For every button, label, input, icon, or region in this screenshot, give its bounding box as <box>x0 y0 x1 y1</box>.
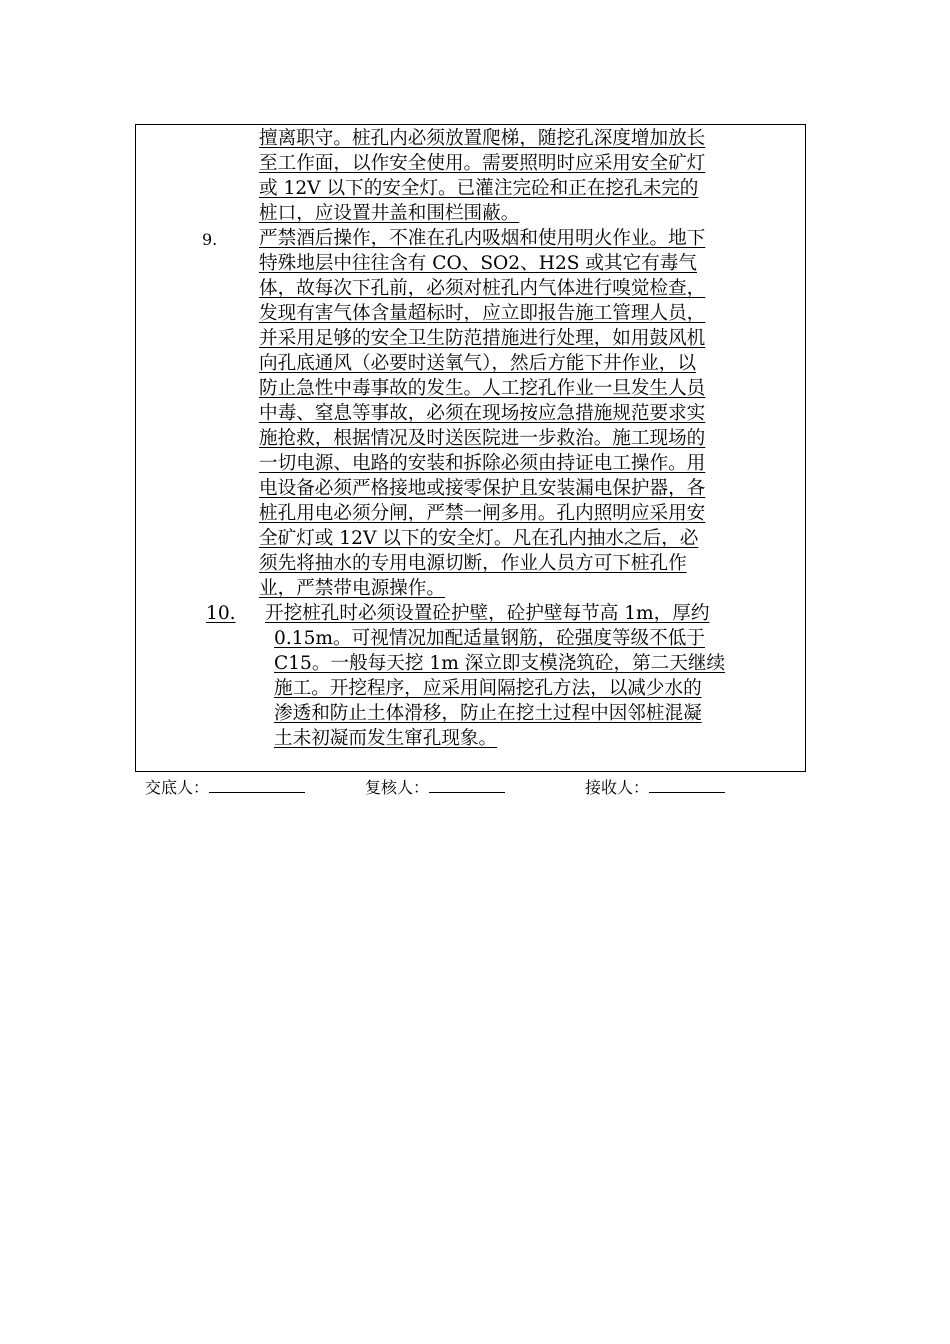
item9-line-10: 一切电源、电路的安装和拆除必须由持证电工操作。用 <box>259 453 706 474</box>
item9-line-11: 电设备必须严格接地或接零保护且安装漏电保护器，各 <box>259 478 706 499</box>
item8-line-1: 擅离职守。桩孔内必须放置爬梯，随挖孔深度增加放长 <box>259 128 706 149</box>
item10-line-1: 开挖桩孔时必须设置砼护壁，砼护壁每节高 1m，厚约 <box>265 603 710 624</box>
item9-line-6: 向孔底通风（必要时送氧气），然后方能下井作业，以 <box>259 353 696 374</box>
item9-line-7: 防止急性中毒事故的发生。人工挖孔作业一旦发生人员 <box>259 378 706 399</box>
reviewer-signature <box>365 776 505 799</box>
reviewer-label: 复核人： <box>365 778 430 797</box>
item10-line-4: 施工。开挖程序，应采用间隔挖孔方法，以减少水的 <box>274 678 702 699</box>
item10-line-2: 0.15m。可视情况加配适量钢筋，砼强度等级不低于 <box>274 628 705 649</box>
item9-line-13: 全矿灯或 12V 以下的安全灯。凡在孔内抽水之后，必 <box>259 528 699 549</box>
handover-signature <box>145 776 305 799</box>
receiver-label: 接收人： <box>585 778 650 797</box>
reviewer-signature-field[interactable] <box>429 776 505 793</box>
item9-line-1: 严禁酒后操作，不准在孔内吸烟和使用明火作业。地下 <box>259 228 706 249</box>
receiver-signature <box>585 776 725 799</box>
item9-number: 9. <box>202 230 218 249</box>
item9-line-4: 发现有害气体含量超标时，应立即报告施工管理人员， <box>259 303 706 324</box>
item9-line-8: 中毒、窒息等事故，必须在现场按应急措施规范要求实 <box>259 403 706 424</box>
item10-number: 10. <box>206 603 236 624</box>
item9-line-2: 特殊地层中往往含有 CO、SO2、H2S 或其它有毒气 <box>259 253 697 274</box>
item9-line-3: 体，故每次下孔前，必须对桩孔内气体进行嗅觉检查， <box>259 278 706 299</box>
item9-line-5: 并采用足够的安全卫生防范措施进行处理，如用鼓风机 <box>259 328 706 349</box>
receiver-signature-field[interactable] <box>649 776 725 793</box>
item10-line-6: 土未初凝而发生窜孔现象。 <box>274 728 498 749</box>
item10-line-5: 渗透和防止土体滑移，防止在挖土过程中因邻桩混凝 <box>274 703 702 724</box>
item8-line-3: 或 12V 以下的安全灯。已灌注完砼和正在挖孔未完的 <box>259 178 699 199</box>
item9-line-15: 业，严禁带电源操作。 <box>259 578 445 599</box>
handover-signature-field[interactable] <box>209 776 305 793</box>
handover-label: 交底人： <box>145 778 210 797</box>
item9-line-9: 施抢救，根据情况及时送医院进一步救治。施工现场的 <box>259 428 706 449</box>
item10-line-3: C15。一般每天挖 1m 深立即支模浇筑砼，第二天继续 <box>274 653 726 674</box>
item8-line-4: 桩口，应设置井盖和围栏围蔽。 <box>259 203 520 224</box>
item9-line-12: 桩孔用电必须分闸，严禁一闸多用。孔内照明应采用安 <box>259 503 706 524</box>
item8-line-2: 至工作面，以作安全使用。需要照明时应采用安全矿灯 <box>259 153 706 174</box>
item9-line-14: 须先将抽水的专用电源切断，作业人员方可下桩孔作 <box>259 553 687 574</box>
